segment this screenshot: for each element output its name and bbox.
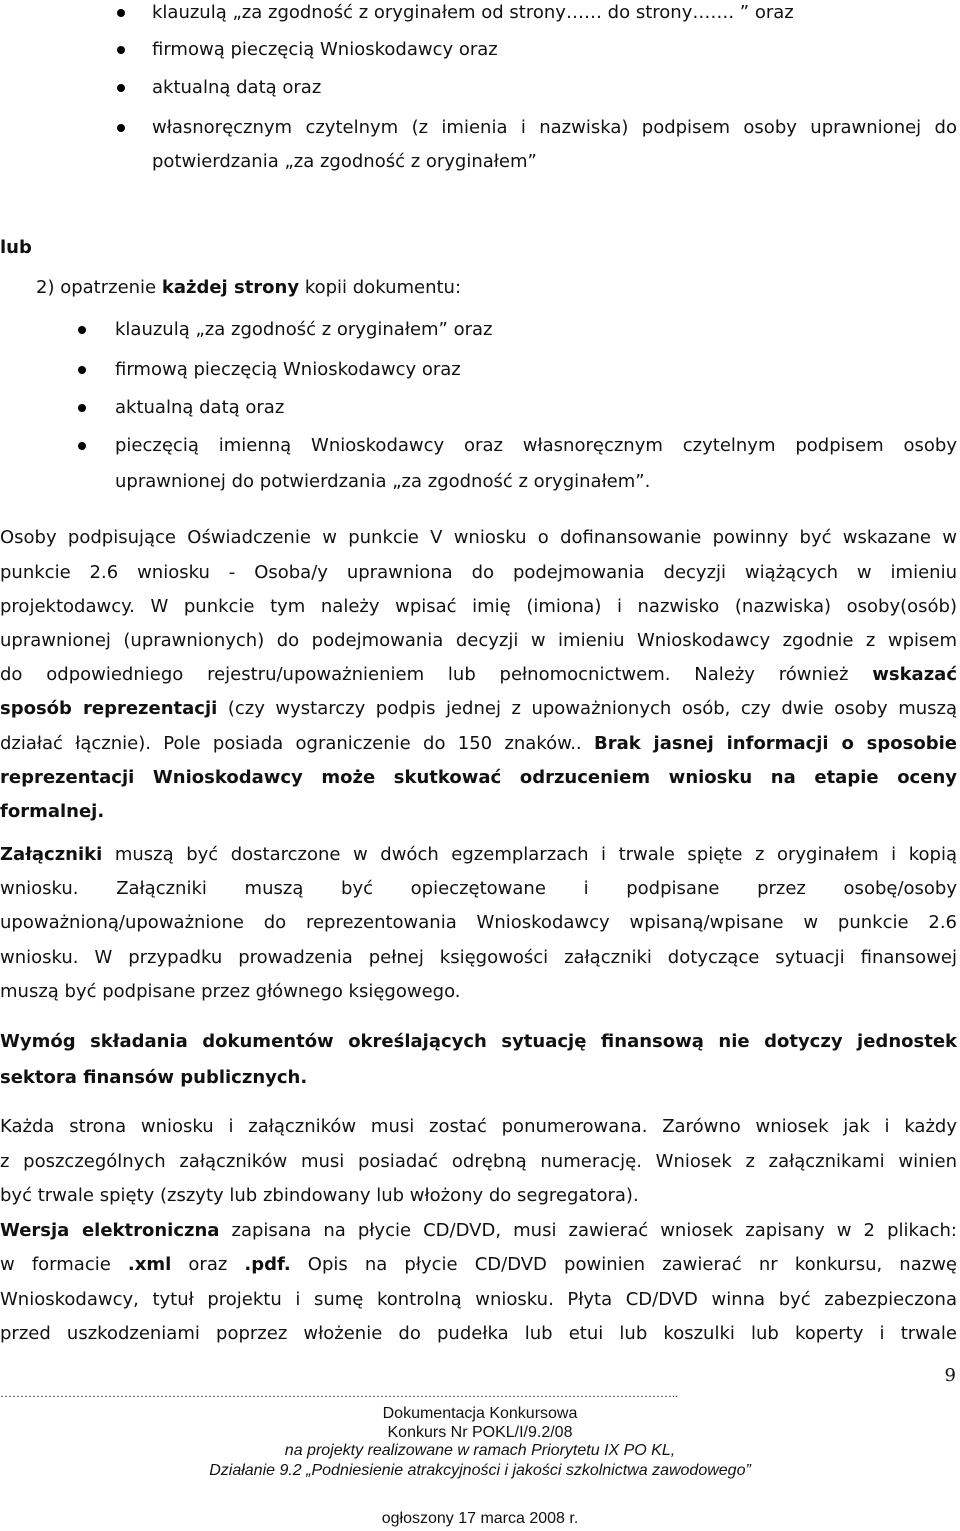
para1-line-5 (0, 663, 957, 687)
para1-line-6-text: (czy wystarczy podpis jednej z upoważnionych osób, czy dwie osoby muszą (217, 698, 957, 719)
footer-line-5: ogłoszony 17 marca 2008 r. (381, 1510, 579, 1527)
para1-line-3: projektodawcy. W punkcie tym należy wpisać imię (imiona) i nazwisko (nazwiska) osoby(osób) (0, 596, 957, 617)
para3-line-1: Wymóg składania dokumentów określających sytuację finansową nie dotyczy jednostek (0, 1031, 957, 1052)
para2-line-3: upoważnioną/upoważnione do reprezentowania Wnioskodawcy wpisaną/wpisane w punkcie 2.6 (0, 912, 957, 933)
para1-line-2: punkcie 2.6 wniosku - Osoba/y uprawniona do podejmowania decyzji wiążących w imieniu (0, 562, 957, 583)
para5-line-2-d: Opis na płycie CD/DVD powinien zawierać nr konkursu, nazwę (290, 1254, 957, 1275)
bullet (117, 46, 125, 54)
list1-item-1: klauzulą „za zgodność z oryginałem od strony…… do strony……. ” oraz (152, 2, 794, 23)
para5-line-2-pdf: .pdf. (244, 1254, 291, 1275)
para1-line-6-bold: sposób reprezentacji (0, 698, 218, 719)
para1-line-7-text: działać łącznie). Pole posiada ograniczenie do 150 znaków.. (0, 733, 594, 754)
para3-line-2: sektora finansów publicznych. (0, 1067, 308, 1088)
page-number: 9 (944, 1365, 956, 1386)
item-2-bold: każdej strony (161, 277, 300, 298)
list2-item-2: firmową pieczęcią Wnioskodawcy oraz (115, 359, 461, 380)
para1-line-5-text: do odpowiedniego rejestru/upoważnieniem lub pełnomocnictwem. Należy również (0, 664, 873, 685)
list1-item-3: aktualną datą oraz (152, 77, 322, 98)
para5-line-2 (0, 1253, 957, 1277)
para5-line-1-bold: Wersja elektroniczna (0, 1220, 220, 1241)
list2-item-3: aktualną datą oraz (115, 397, 285, 418)
para2-line-5: muszą być podpisane przez głównego księgowego. (0, 981, 461, 1002)
para5-line-3: Wnioskodawcy, tytuł projektu i sumę kontrolną wniosku. Płyta CD/DVD winna być zabezpieczona (0, 1289, 957, 1310)
list2-item-1: klauzulą „za zgodność z oryginałem” oraz (115, 319, 493, 340)
para1-line-4: uprawnionej (uprawnionych) do podejmowania decyzji w imieniu Wnioskodawcy zgodnie z wpisem (0, 630, 957, 651)
para5-line-4: przed uszkodzeniami poprzez włożenie do pudełka lub etui lub koszulki lub koperty i trwale (0, 1323, 957, 1344)
item-2-heading (36, 276, 461, 300)
para5-line-2-xml: .xml (127, 1254, 172, 1275)
para2-line-4: wniosku. W przypadku prowadzenia pełnej księgowości załączniki dotyczące sytuacji finansowej (0, 947, 957, 968)
footer-line-1: Dokumentacja Konkursowa (382, 1405, 578, 1422)
bullet (78, 442, 86, 450)
para1-line-6 (0, 697, 957, 721)
para2-line-2: wniosku. Załączniki muszą być opieczętowane i podpisane przez osobę/osoby (0, 878, 957, 899)
footer-separator: …………………………………………………………………………………………………………………………………………………….. (0, 1386, 678, 1400)
para1-line-5-bold: wskazać (872, 664, 957, 685)
para2-line-1-text: muszą być dostarczone w dwóch egzemplarzach i trwale spięte z oryginałem i kopią (102, 844, 957, 865)
para4-line-1: Każda strona wniosku i załączników musi zostać ponumerowana. Zarówno wniosek jak i każdy (0, 1116, 957, 1137)
list2-item-4-cont: uprawnionej do potwierdzania „za zgodność z oryginałem”. (115, 471, 651, 492)
para1-line-1: Osoby podpisujące Oświadczenie w punkcie V wniosku o dofinansowanie powinny być wskazane w (0, 527, 957, 548)
para5-line-2-a: w formacie (0, 1254, 128, 1275)
para1-line-7 (0, 732, 957, 756)
bullet (78, 326, 86, 334)
list2-item-4: pieczęcią imienną Wnioskodawcy oraz własnoręcznym czytelnym podpisem osoby (115, 435, 957, 456)
footer-line-4: Działanie 9.2 „Podniesienie atrakcyjności i jakości szkolnictwa zawodowego” (209, 1462, 751, 1479)
footer-line-2: Konkurs Nr POKL/I/9.2/08 (387, 1424, 573, 1441)
para5-line-1-text: zapisana na płycie CD/DVD, musi zawierać wniosek zapisany w 2 plikach: (219, 1220, 958, 1241)
para1-line-8: reprezentacji Wnioskodawcy może skutkować odrzuceniem wniosku na etapie oceny (0, 767, 957, 788)
para1-line-7-bold: Brak jasnej informacji o sposobie (593, 733, 957, 754)
para4-line-2: z poszczególnych załączników musi posiadać odrębną numerację. Wniosek z załącznikami winien (0, 1151, 957, 1172)
para1-line-9: formalnej. (0, 801, 105, 822)
para5-line-2-c: oraz (171, 1254, 245, 1275)
item-2-suffix: kopii dokumentu: (299, 277, 462, 298)
list1-item-4: własnoręcznym czytelnym (z imienia i nazwiska) podpisem osoby uprawnionej do (152, 117, 957, 138)
lub-label: lub (0, 237, 32, 258)
bullet (117, 9, 125, 17)
para5-line-1 (0, 1219, 957, 1243)
bullet (78, 366, 86, 374)
item-2-prefix: 2) opatrzenie (36, 277, 162, 298)
bullet (117, 124, 125, 132)
list1-item-2: firmową pieczęcią Wnioskodawcy oraz (152, 39, 498, 60)
footer-line-3: na projekty realizowane w ramach Priorytetu IX PO KL, (284, 1442, 676, 1459)
bullet (78, 404, 86, 412)
para2-line-1 (0, 843, 957, 867)
list1-item-4-cont: potwierdzania „za zgodność z oryginałem” (152, 151, 537, 172)
para4-line-3: być trwale spięty (zszyty lub zbindowany lub włożony do segregatora). (0, 1185, 639, 1206)
para2-line-1-bold: Załączniki (0, 844, 103, 865)
bullet (117, 84, 125, 92)
